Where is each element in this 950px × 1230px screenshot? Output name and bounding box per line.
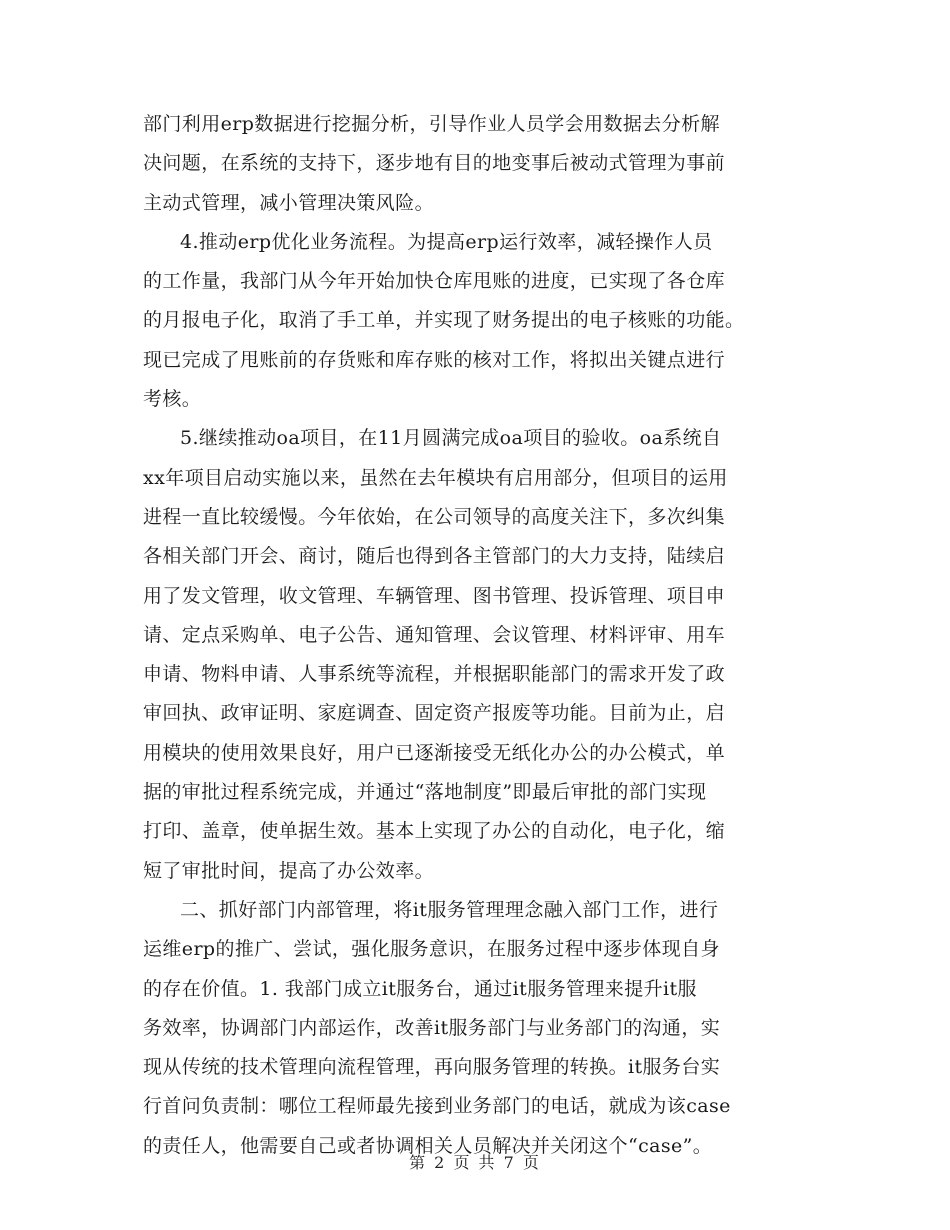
text-line: 运维erp的推广、尝试，强化服务意识，在服务过程中逐步体现自身 [143, 938, 720, 961]
paragraph-start-line: 二、抓好部门内部管理，将it服务管理理念融入部门工作，进行 [180, 898, 719, 921]
text-line: 打印、盖章，使单据生效。基本上实现了办公的自动化，电子化，缩 [143, 820, 726, 843]
text-line: xx年项目启动实施以来，虽然在去年模块有启用部分，但项目的运用 [143, 466, 728, 489]
text-line: 行首问负责制：哪位工程师最先接到业务部门的电话，就成为该case [143, 1095, 731, 1118]
text-line: 部门利用erp数据进行挖掘分析，引导作业人员学会用数据去分析解 [143, 113, 720, 135]
text-line: 申请、物料申请、人事系统等流程，并根据职能部门的需求开发了政 [143, 663, 726, 686]
text-line: 现从传统的技术管理向流程管理，再向服务管理的转换。it服务台实 [143, 1056, 721, 1079]
text-line: 用了发文管理，收文管理、车辆管理、图书管理、投诉管理、项目申 [143, 584, 726, 607]
text-line: 考核。 [143, 388, 202, 411]
text-line: 决问题，在系统的支持下，逐步地有目的地变事后被动式管理为事前 [143, 152, 726, 175]
document-body [143, 105, 808, 1166]
text-line: 的责任人，他需要自己或者协调相关人员解决并关闭这个“case”。 [143, 1134, 713, 1157]
text-line: 请、定点采购单、电子公告、通知管理、会议管理、材料评审、用车 [143, 623, 726, 646]
text-line: 的工作量，我部门从今年开始加快仓库甩账的进度，已实现了各仓库 [143, 270, 726, 293]
text-line: 审回执、政审证明、家庭调查、固定资产报废等功能。目前为止，启 [143, 702, 726, 725]
text-line: 务效率，协调部门内部运作，改善it服务部门与业务部门的沟通，实 [143, 1016, 721, 1039]
text-line: 主动式管理，减小管理决策风险。 [143, 191, 435, 214]
text-line: 进程一直比较缓慢。今年依始，在公司领导的高度关注下，多次纠集 [143, 505, 726, 528]
page-number-footer: 第 2 页 共 7 页 [409, 1153, 541, 1172]
text-line: 据的审批过程系统完成，并通过“落地制度”即最后审批的部门实现 [143, 781, 707, 804]
paragraph-start-line: 4.推动erp优化业务流程。为提高erp运行效率，减轻操作人员 [180, 230, 713, 253]
text-line: 的月报电子化，取消了手工单，并实现了财务提出的电子核账的功能。 [143, 309, 745, 332]
text-line: 用模块的使用效果良好，用户已逐渐接受无纸化办公的办公模式，单 [143, 741, 726, 764]
text-line: 现已完成了甩账前的存货账和库存账的核对工作，将拟出关键点进行 [143, 348, 726, 371]
paragraph-start-line: 5.继续推动oa项目，在11月圆满完成oa项目的验收。oa系统自 [180, 427, 722, 450]
text-line: 各相关部门开会、商讨，随后也得到各主管部门的大力支持，陆续启 [143, 545, 726, 568]
text-line: 短了审批时间，提高了办公效率。 [143, 859, 435, 882]
text-line: 的存在价值。1. 我部门成立it服务台，通过it服务管理来提升it服 [143, 977, 697, 1000]
